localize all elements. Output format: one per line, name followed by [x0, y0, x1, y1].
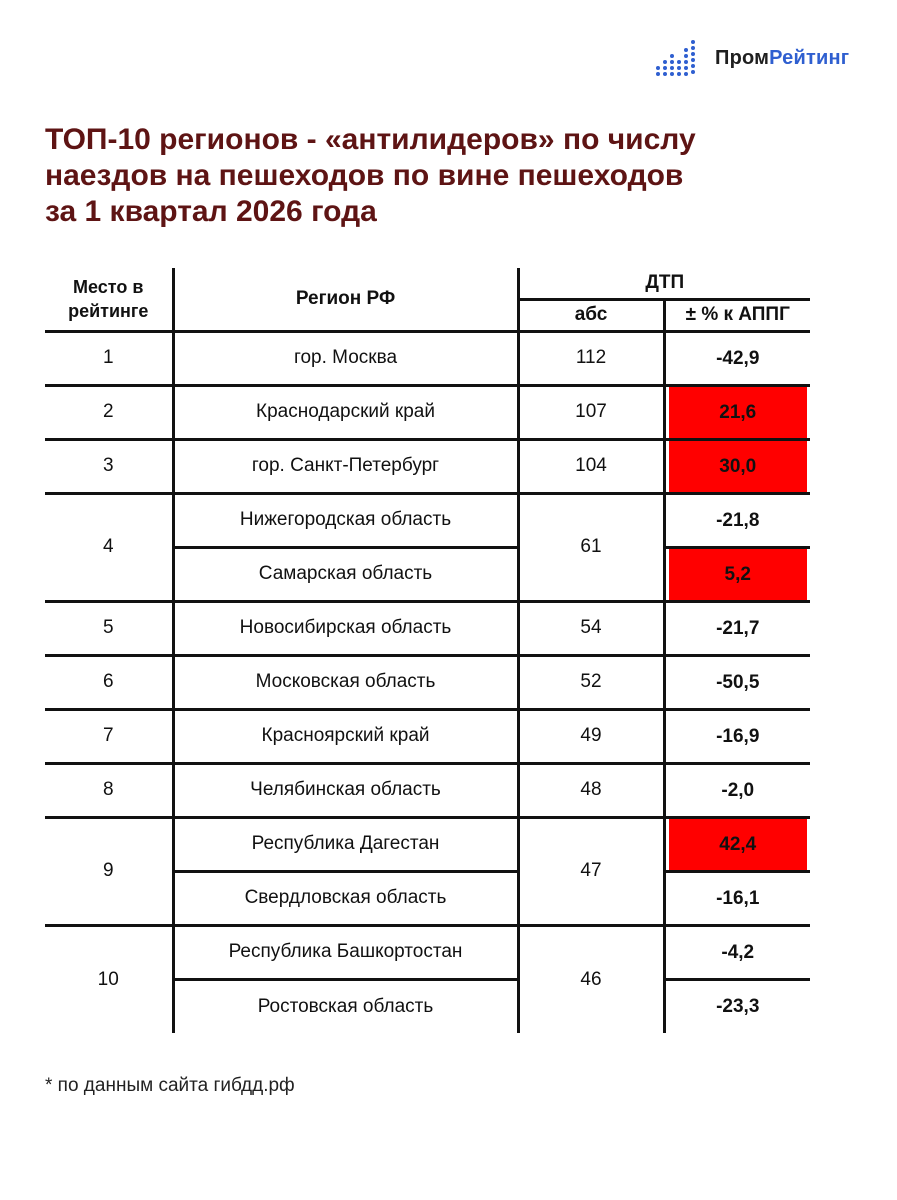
- place-cell: 4: [45, 493, 173, 601]
- table-row: [45, 601, 810, 655]
- pct-value: -21,8: [669, 495, 808, 546]
- abs-cell: 54: [518, 601, 664, 655]
- pct-value: -16,9: [669, 711, 808, 762]
- abs-cell: 61: [518, 493, 664, 601]
- region-cell: Краснодарский край: [173, 385, 518, 439]
- table-row: [45, 817, 810, 871]
- place-cell: 5: [45, 601, 173, 655]
- abs-cell: 112: [518, 331, 664, 385]
- header-dtp: ДТП: [518, 268, 810, 299]
- pct-cell: [664, 385, 810, 439]
- table-row: [45, 385, 810, 439]
- region-cell: Республика Башкортостан: [173, 925, 518, 979]
- region-cell: Красноярский край: [173, 709, 518, 763]
- abs-cell: 47: [518, 817, 664, 925]
- title-line-3: за 1 квартал 2026 года: [45, 195, 377, 228]
- pct-cell: [664, 547, 810, 601]
- place-cell: 7: [45, 709, 173, 763]
- header-place: Место в рейтинге: [68, 276, 149, 321]
- table-row: [45, 763, 810, 817]
- region-cell: Республика Дагестан: [173, 817, 518, 871]
- header-abs: абс: [518, 299, 664, 331]
- footnote: * по данным сайта гибдд.рф: [45, 1075, 295, 1096]
- title-line-1: ТОП-10 регионов - «антилидеров» по числу: [45, 123, 696, 156]
- pct-cell: [664, 763, 810, 817]
- place-cell: 2: [45, 385, 173, 439]
- pct-cell: [664, 817, 810, 871]
- region-cell: Нижегородская область: [173, 493, 518, 547]
- pct-value-highlighted: 42,4: [669, 819, 808, 870]
- pct-cell: [664, 871, 810, 925]
- pct-value: -23,3: [669, 981, 808, 1032]
- pct-value: -42,9: [669, 333, 808, 384]
- pct-cell: [664, 925, 810, 979]
- pct-value: -21,7: [669, 603, 808, 654]
- table-row: [45, 331, 810, 385]
- header-region: Регион РФ: [173, 268, 518, 331]
- region-cell: Ростовская область: [173, 979, 518, 1033]
- abs-cell: 52: [518, 655, 664, 709]
- pct-cell: [664, 979, 810, 1033]
- region-cell: гор. Санкт-Петербург: [173, 439, 518, 493]
- region-cell: Челябинская область: [173, 763, 518, 817]
- pct-cell: [664, 601, 810, 655]
- brand-name-part1: Пром: [715, 46, 770, 69]
- bar-dots-logo-icon: [655, 38, 699, 78]
- abs-cell: 46: [518, 925, 664, 1033]
- region-cell: Самарская область: [173, 547, 518, 601]
- place-cell: 1: [45, 331, 173, 385]
- table-row: [45, 439, 810, 493]
- place-cell: 6: [45, 655, 173, 709]
- pct-cell: [664, 439, 810, 493]
- pct-value-highlighted: 21,6: [669, 387, 808, 438]
- pct-cell: [664, 709, 810, 763]
- table-row: [45, 493, 810, 547]
- rating-table: [45, 268, 810, 1033]
- pct-cell: [664, 331, 810, 385]
- place-cell: 8: [45, 763, 173, 817]
- title-line-2: наездов на пешеходов по вине пешеходов: [45, 159, 684, 192]
- region-cell: Свердловская область: [173, 871, 518, 925]
- pct-cell: [664, 493, 810, 547]
- region-cell: Московская область: [173, 655, 518, 709]
- abs-cell: 49: [518, 709, 664, 763]
- abs-cell: 107: [518, 385, 664, 439]
- table-row: [45, 925, 810, 979]
- header-pct: ± % к АППГ: [664, 299, 810, 331]
- brand-name-part2: Рейтинг: [769, 46, 850, 69]
- brand-name: [715, 47, 849, 70]
- pct-value: -2,0: [669, 765, 808, 816]
- abs-cell: 104: [518, 439, 664, 493]
- table-row: [45, 655, 810, 709]
- place-cell: 3: [45, 439, 173, 493]
- place-cell: 10: [45, 925, 173, 1033]
- abs-cell: 48: [518, 763, 664, 817]
- pct-value: -4,2: [669, 927, 808, 978]
- page-title: [45, 122, 845, 230]
- region-cell: Новосибирская область: [173, 601, 518, 655]
- pct-cell: [664, 655, 810, 709]
- table-row: [45, 709, 810, 763]
- pct-value: -50,5: [669, 657, 808, 708]
- pct-value: -16,1: [669, 873, 808, 924]
- rating-table-body: [45, 331, 810, 1033]
- region-cell: гор. Москва: [173, 331, 518, 385]
- place-cell: 9: [45, 817, 173, 925]
- pct-value-highlighted: 5,2: [669, 549, 808, 600]
- pct-value-highlighted: 30,0: [669, 441, 808, 492]
- brand-logo: [655, 38, 849, 78]
